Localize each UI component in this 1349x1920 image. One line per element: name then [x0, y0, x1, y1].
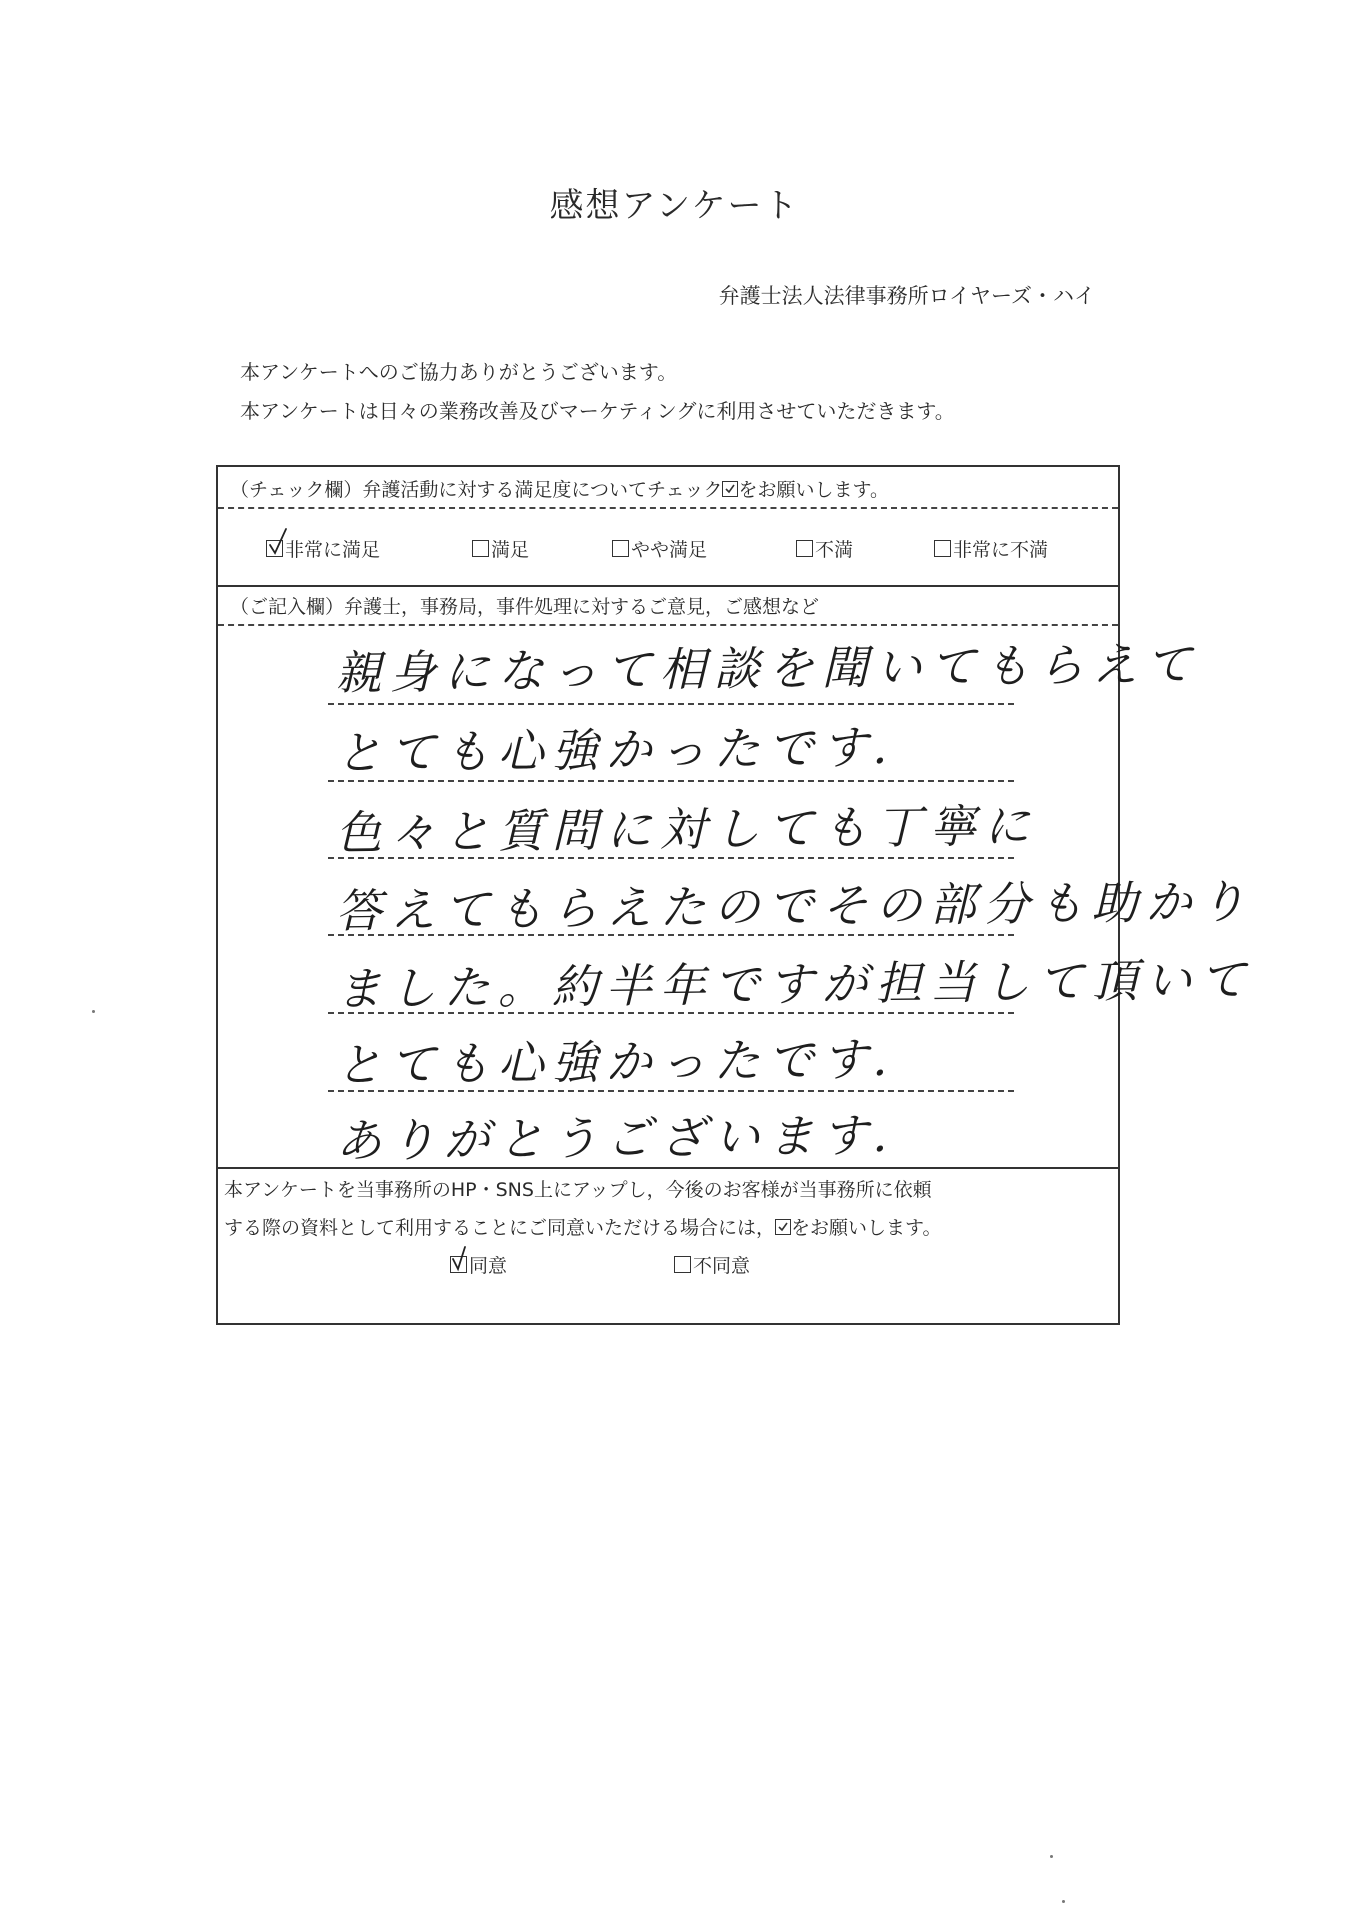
writing-line — [328, 780, 1014, 782]
handwritten-check-icon — [452, 1243, 474, 1273]
option-very-dissatisfied[interactable] — [934, 535, 1048, 562]
checkbox-icon — [934, 540, 951, 557]
option-dissatisfied[interactable] — [796, 535, 853, 562]
scan-speck — [1062, 1900, 1065, 1903]
writing-line — [328, 1090, 1014, 1092]
consent-line-2 — [224, 1213, 942, 1240]
checkbox-icon — [266, 540, 283, 557]
option-somewhat-satisfied[interactable] — [612, 535, 707, 562]
option-disagree-label: 不同意 — [693, 1255, 751, 1277]
page-title: 感想アンケート — [549, 186, 800, 226]
writing-line — [328, 703, 1014, 705]
checked-box-icon — [775, 1219, 791, 1235]
satisfaction-header-tail: をお願いします。 — [738, 479, 889, 501]
comment-line-6: とても心強かったです． — [335, 1031, 927, 1093]
consent-line-2-text: する際の資料として利用することにご同意いただける場合には， — [224, 1217, 776, 1239]
comments-header: （ご記入欄）弁護士，事務局，事件処理に対するご意見，ご感想など — [230, 596, 820, 618]
comment-line-5: ました。約半年ですが担当して頂いて — [335, 952, 1254, 1017]
writing-line — [328, 1012, 1014, 1014]
section-divider — [218, 585, 1118, 587]
comment-line-3: 色々と質問に対しても丁寧に — [335, 798, 1038, 861]
divider-dashed — [218, 507, 1118, 509]
satisfaction-header-text: （チェック欄）弁護活動に対する満足度についてチェック — [230, 479, 723, 501]
checkbox-icon — [450, 1256, 467, 1273]
checkbox-icon — [674, 1256, 691, 1273]
survey-form — [216, 465, 1254, 1325]
consent-line-1: 本アンケートを当事務所のHP・SNS上にアップし，今後のお客様が当事務所に依頼 — [224, 1179, 932, 1201]
option-satisfied[interactable] — [472, 535, 529, 562]
option-agree[interactable] — [450, 1251, 507, 1278]
option-somewhat-satisfied-label: やや満足 — [631, 539, 708, 561]
comment-line-2: とても心強かったです． — [335, 719, 927, 781]
option-very-satisfied[interactable] — [266, 535, 380, 562]
intro-line-1: 本アンケートへのご協力ありがとうございます。 — [240, 360, 678, 384]
divider-dashed — [218, 624, 1118, 626]
option-dissatisfied-label: 不満 — [815, 539, 854, 561]
option-disagree[interactable] — [674, 1251, 750, 1278]
section-divider — [218, 1167, 1118, 1169]
writing-line — [328, 857, 1014, 859]
checkbox-icon — [796, 540, 813, 557]
consent-line-2-tail: をお願いします。 — [791, 1217, 942, 1239]
option-satisfied-label: 満足 — [491, 539, 530, 561]
option-very-dissatisfied-label: 非常に不満 — [953, 539, 1049, 561]
comment-line-7: ありがとうございます． — [335, 1107, 927, 1169]
checkbox-icon — [472, 540, 489, 557]
option-agree-label: 同意 — [469, 1255, 508, 1277]
scan-speck — [1050, 1855, 1053, 1858]
handwritten-check-icon — [268, 527, 290, 557]
scan-speck — [92, 1010, 95, 1013]
intro-line-2: 本アンケートは日々の業務改善及びマーケティングに利用させていただきます。 — [240, 399, 955, 423]
satisfaction-header — [230, 475, 889, 502]
comment-line-1: 親身になって相談を聞いてもらえて — [335, 636, 1200, 701]
writing-line — [328, 934, 1014, 936]
checked-box-icon — [722, 481, 738, 497]
option-very-satisfied-label: 非常に満足 — [285, 539, 381, 561]
checkbox-icon — [612, 540, 629, 557]
comment-line-4: 答えてもらえたのでその部分も助かり — [335, 874, 1254, 939]
firm-name: 弁護士法人法律事務所ロイヤーズ・ハイ — [718, 284, 1095, 308]
